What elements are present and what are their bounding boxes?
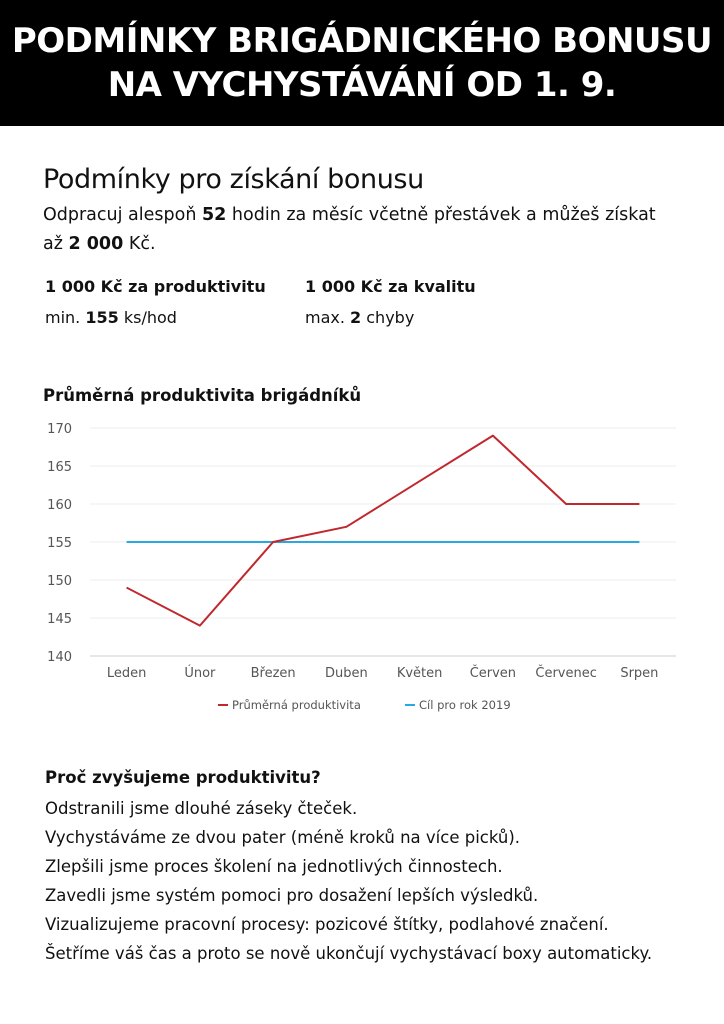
why-list-item: Vychystáváme ze dvou pater (méně kroků na více picků). [45,828,521,847]
x-tick-label: Únor [184,666,216,681]
intro-text-3: Kč. [123,234,156,254]
quality-prefix: max. [305,308,351,327]
y-tick-label: 155 [47,536,72,551]
quality-suffix: chyby [361,308,415,327]
legend-label: Průměrná produktivita [232,698,361,712]
why-list-item: Vizualizujeme pracovní procesy: pozicové štítky, podlahové značení. [45,915,609,934]
y-tick-label: 140 [47,650,72,665]
why-section-title: Proč zvyšujeme produktivitu? [45,768,321,787]
x-tick-label: Květen [396,666,443,681]
intro-hours: 52 [202,205,227,225]
quality-heading: 1 000 Kč za kvalitu [305,277,476,296]
why-list-item: Odstranili jsme dlouhé záseky čteček. [45,799,358,818]
intro-amount: 2 000 [68,234,124,254]
legend-label: Cíl pro rok 2019 [419,698,511,712]
why-list-item: Zavedli jsme systém pomoci pro dosažení lepších výsledků. [45,886,539,905]
banner-title-line-1: PODMÍNKY BRIGÁDNICKÉHO BONUSU [11,21,713,61]
x-tick-label: Březen [250,666,296,681]
x-tick-label: Leden [106,666,147,681]
x-tick-label: Srpen [620,666,659,681]
bonus-section-title: Podmínky pro získání bonusu [43,164,424,195]
productivity-heading: 1 000 Kč za produktivitu [45,277,266,296]
y-tick-label: 150 [47,574,72,589]
y-tick-label: 145 [47,612,72,627]
chart-title: Průměrná produktivita brigádníků [43,386,362,405]
y-tick-label: 160 [47,498,72,513]
banner-title-line-2: NA VYCHYSTÁVÁNÍ OD 1. 9. [107,65,617,105]
productivity-line-chart [0,410,724,730]
y-tick-label: 170 [47,422,72,437]
why-list-item: Zlepšili jsme proces školení na jednotlivých činnostech. [45,857,503,876]
why-list [45,794,652,968]
x-tick-label: Duben [325,666,368,681]
productivity-condition [45,275,266,333]
x-tick-label: Červen [469,666,517,681]
y-tick-label: 165 [47,460,72,475]
header-banner [0,0,724,126]
bonus-intro [43,201,663,259]
productivity-value: 155 [85,308,119,327]
quality-value: 2 [350,308,362,327]
quality-condition [305,275,476,333]
quality-requirement [305,303,476,333]
intro-text-1: Odpracuj alespoň [43,205,202,225]
intro-text-2: hodin za měsíc včetně přestávek a můžeš získat až [43,205,656,254]
productivity-requirement [45,303,266,333]
why-list-item: Šetříme váš čas a proto se nově ukončují vychystávací boxy automaticky. [45,944,653,963]
productivity-prefix: min. [45,308,86,327]
productivity-suffix: ks/hod [118,308,177,327]
x-tick-label: Červenec [535,666,597,681]
series-line-0 [127,436,640,626]
